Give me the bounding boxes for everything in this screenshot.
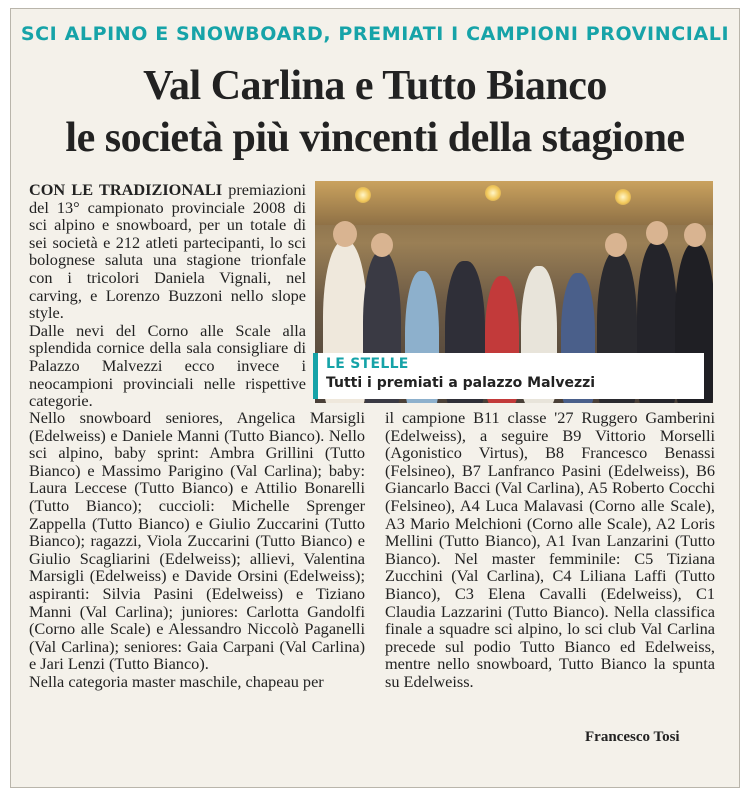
caption-text: Tutti i premiati a palazzo Malvezzi [326, 375, 596, 391]
article-column-left-bottom [29, 409, 365, 691]
kicker: SCI ALPINO E SNOWBOARD, PREMIATI I CAMPIONI PROVINCIALI [20, 23, 730, 45]
article-paragraph-1-text: premiazioni del 13° campionato provinciale 2008 di sci alpino e snowboard, per un totale di sei società e 212 atleti partecipanti, lo sci bolognese saluta una stagione trionfale con i tricolori Daniela Vignali, nel carving, e Lorenzo Buzzoni nello slope style. [29, 180, 306, 323]
article-paragraph-1 [29, 181, 306, 322]
chandelier-light [485, 185, 501, 201]
chandelier-light [615, 189, 631, 205]
article-paragraph-3: Nello snowboard seniores, Angelica Marsigli (Edelweiss) e Daniele Manni (Tutto Bianco). Nello sci alpino, baby sprint: Ambra Grillini (Tutto Bianco) e Massimo Parigino (Val Carlina); baby: Laura Leccese (Tutto Bianco) e Attilio Bonarelli (Tutto Bianco); cuccioli: Michelle Sprenger Zappella (Tutto Bianco) e Giulio Zuccarini (Tutto Bianco); ragazzi, Viola Zuccarini (Tutto Bianco) e Giulio Scagliarini (Edelweiss); allievi, Valentina Marsigli (Edelweiss) e Davide Orsini (Edelweiss); aspiranti: Silvia Pasini (Edelweiss) e Tiziano Manni (Val Carlina); juniores: Carlotta Gandolfi (Corno alle Scale) e Alessandro Niccolò Paganelli (Val Carlina); seniores: Gaia Carpani (Val Carlina) e Jari Lenzi (Tutto Bianco). [29, 408, 365, 674]
photo-head [605, 233, 627, 257]
article-column-right-bottom [385, 409, 715, 691]
photo-head [371, 233, 393, 257]
photo-caption [313, 353, 704, 399]
photo-ceiling [315, 181, 713, 225]
photo-head [684, 223, 706, 247]
chandelier-light [355, 187, 371, 203]
author-byline: Francesco Tosi [585, 729, 680, 745]
photo-head [333, 221, 357, 247]
article-lead: CON LE TRADIZIONALI [29, 180, 223, 199]
caption-label: LE STELLE [326, 356, 409, 372]
article-paragraph-5: il campione B11 classe '27 Ruggero Gamberini (Edelweiss), a seguire B9 Vittorio Morselli (Agonistico Virtus), B8 Francesco Benassi (Felsineo), B7 Lanfranco Pasini (Edelweiss), B6 Giancarlo Bacci (Val Carlina), A5 Roberto Cocchi (Felsineo), A4 Luca Malavasi (Corno alle Scale), A3 Mario Melchioni (Corno alle Scale), A2 Loris Mellini (Tutto Bianco), A1 Ivan Lanzarini (Tutto Bianco). Nel master femminile: C5 Tiziana Zucchini (Val Carlina), C4 Liliana Laffi (Tutto Bianco), C3 Elena Cavalli (Edelweiss), C1 Claudia Lazzarini (Tutto Bianco). Nella classifica finale a squadre sci alpino, lo sci club Val Carlina precede sul podio Tutto Bianco ed Edelweiss, mentre nello snowboard, Tutto Bianco la spunta su Edelweiss. [385, 408, 715, 691]
photo-head [646, 221, 668, 245]
headline-line-1: Val Carlina e Tutto Bianco [143, 63, 607, 109]
headline-line-2: le società più vincenti della stagione [65, 115, 685, 161]
article-paragraph-4: Nella categoria master maschile, chapeau per [29, 671, 324, 691]
article-paragraph-2: Dalle nevi del Corno alle Scale alla splendida cornice della sala consigliare di Palazzo Malvezzi ecco invece i neocampioni provinciali nelle rispettive categorie. [29, 320, 306, 411]
article-column-left-top [29, 181, 306, 410]
newspaper-clipping [10, 8, 740, 788]
